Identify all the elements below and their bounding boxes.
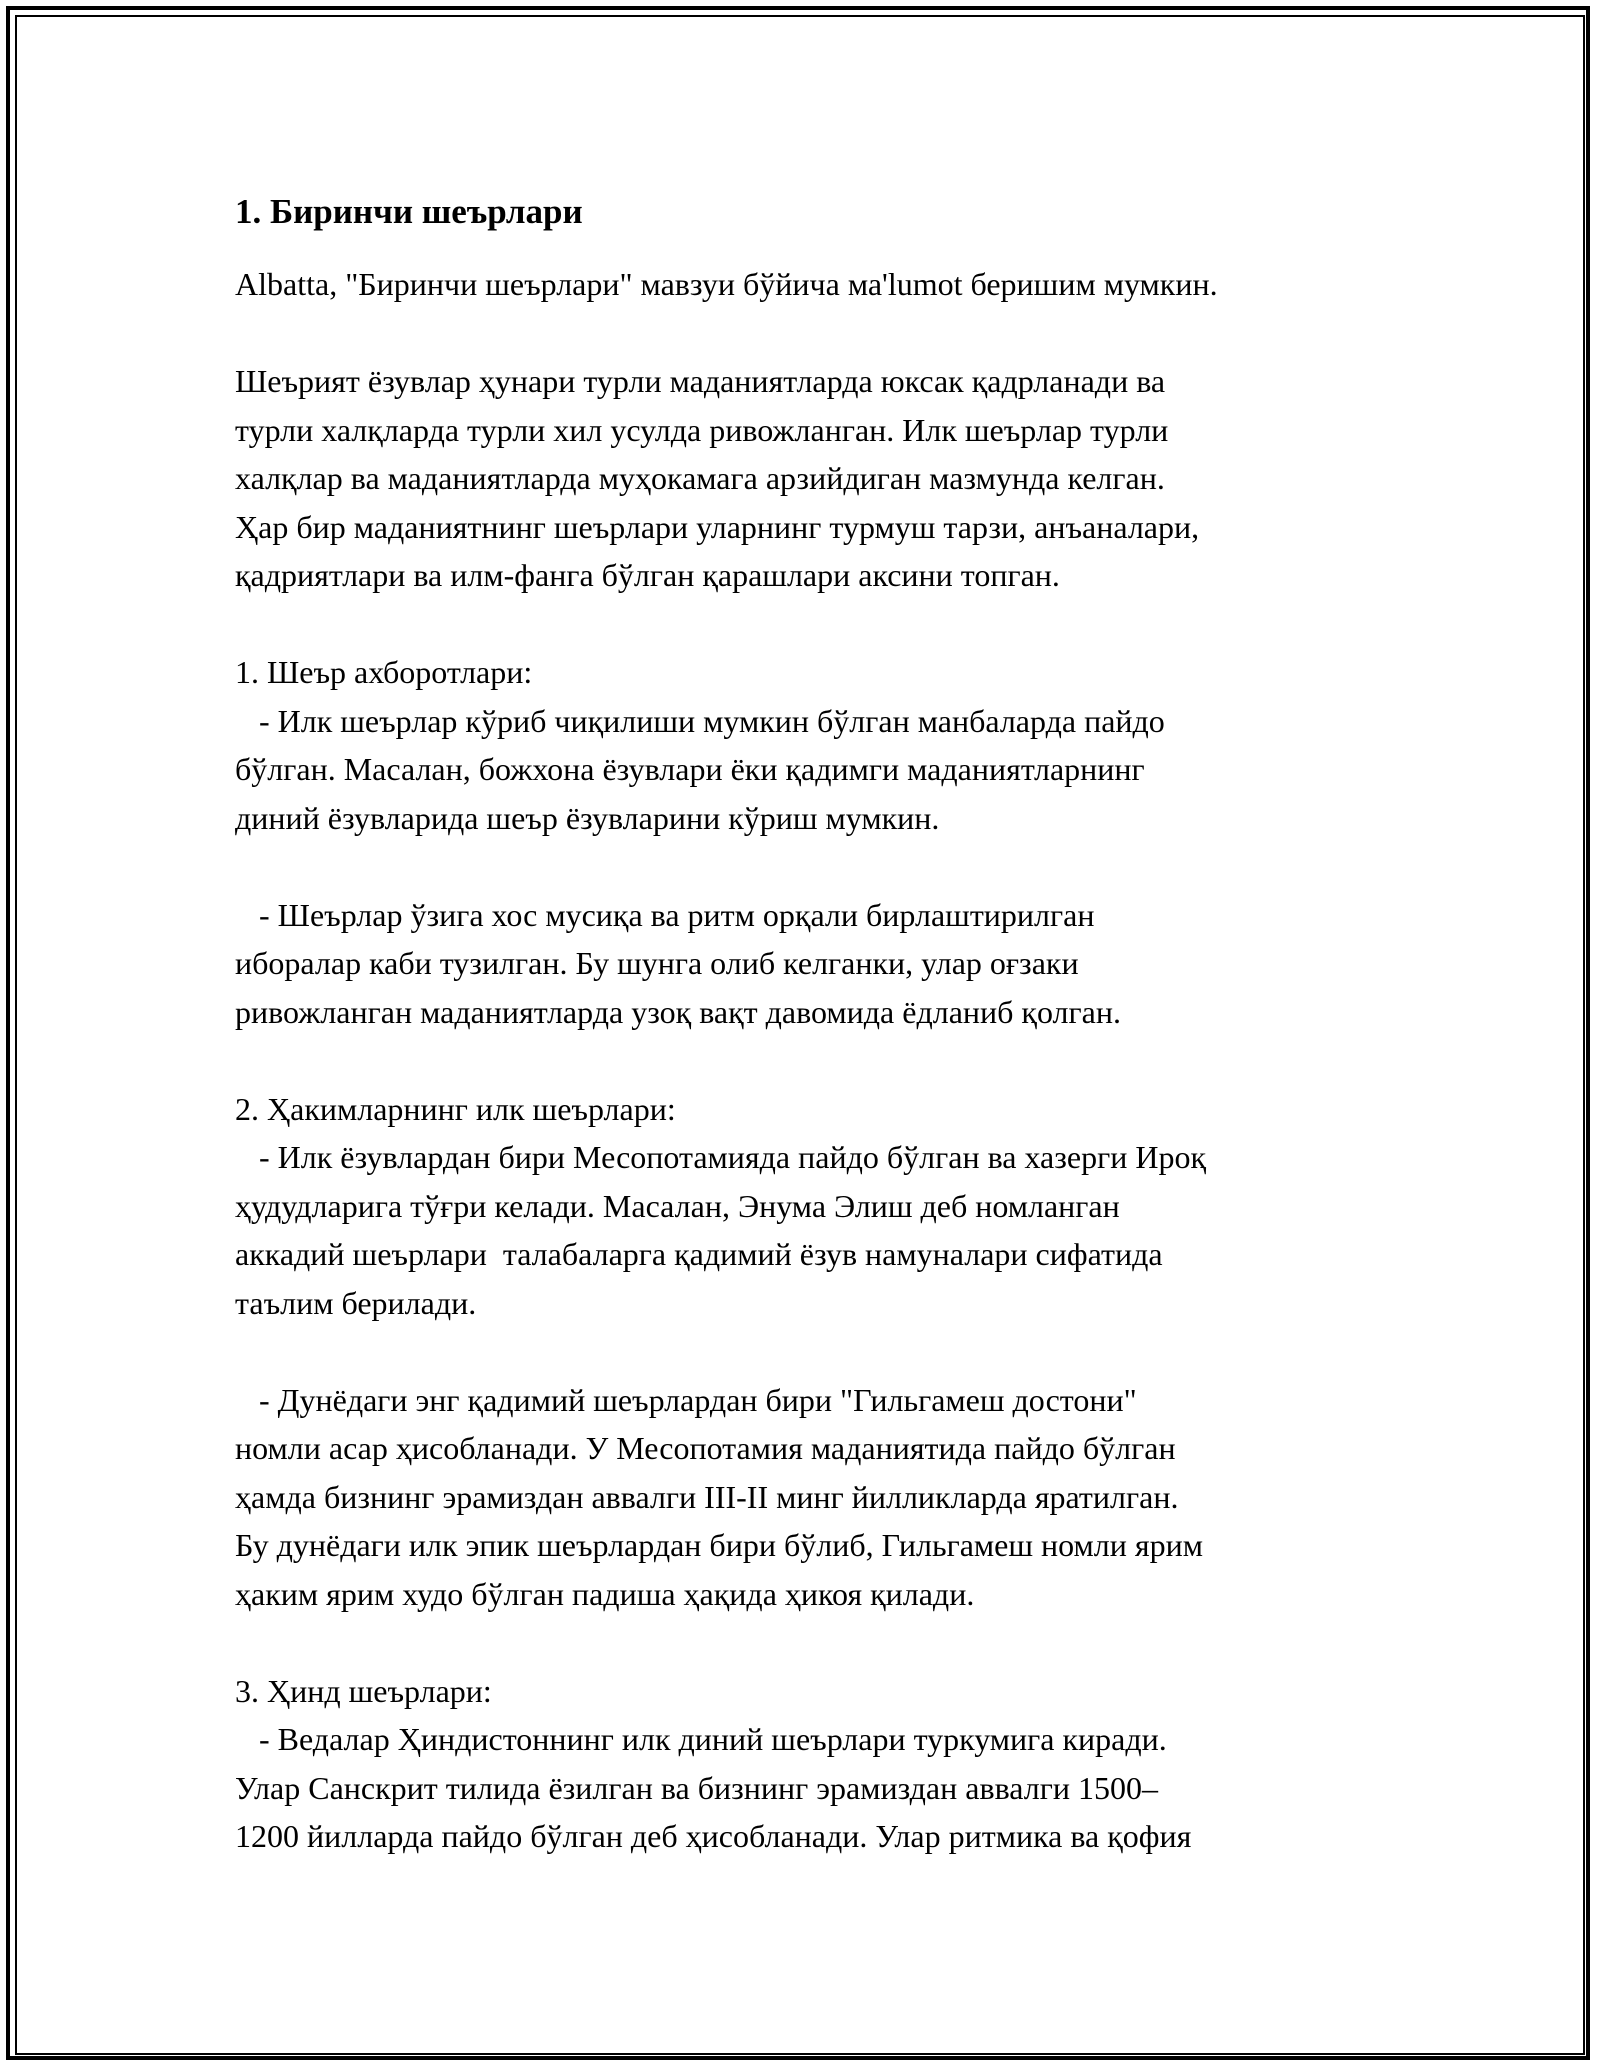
text-line: Albatta, "Биринчи шеърлари" мавзуи бўйича ма'lumot беришим мумкин. [235,266,1218,302]
blank-line [235,309,1385,358]
text-line: иборалар каби тузилган. Бу шунга олиб келганки, улар оғзаки [235,945,1079,981]
text-line: таълим берилади. [235,1284,477,1321]
text-line: аккадий шеърлари талабаларга қадимий ёзув намуналари сифатида [235,1236,1163,1272]
text-line: қадриятлари ва илм-фанга бўлган қарашлари аксини топган. [235,557,1060,593]
blank-line [235,842,1385,891]
text-line: 2. Ҳакимларнинг илк шеърлари: [235,1090,676,1127]
text-line: ривожланган маданиятларда узоқ вақт давомида ёдланиб қолган. [235,993,1121,1030]
text-line: турли халқларда турли хил усулда ривожланган. Илк шеърлар турли [235,411,1169,448]
text-line: - Шеърлар ўзига хос мусиқа ва ритм орқали бирлаштирилган [235,896,1095,933]
text-line: - Илк ёзувлардан бири Месопотамияда пайдо бўлган ва хазерги Ироқ [235,1139,1206,1175]
text-line: ҳаким ярим худо бўлган падиша ҳақида ҳикоя қилади. [235,1575,975,1612]
text-line: Улар Санскрит тилида ёзилган ва бизнинг эрамиздан аввалги 1500– [235,1769,1158,1806]
text-line: - Ведалар Ҳиндистоннинг илк диний шеърлари туркумига киради. [235,1721,1167,1757]
text-line: диний ёзувларида шеър ёзувларини кўриш мумкин. [235,799,940,836]
text-line: халқлар ва маданиятларда муҳокамага арзийдиган мазмунда келган. [235,460,1165,496]
blank-line [235,600,1385,649]
text-line: 3. Ҳинд шеърлари: [235,1672,492,1709]
document-heading: 1. Биринчи шеърлари [235,192,583,231]
text-line: ҳудудларига тўғри келади. Масалан, Энума Элиш деб номланган [235,1187,1120,1224]
blank-line [235,1618,1385,1667]
document-text [235,260,1385,1861]
text-line: Шеърият ёзувлар ҳунари турли маданиятларда юксак қадрланади ва [235,363,1166,399]
document-body [235,188,1385,1861]
text-line: Бу дунёдаги илк эпик шеърлардан бири бўлиб, Гильгамеш номли ярим [235,1527,1203,1563]
text-line: - Илк шеърлар кўриб чиқилиши мумкин бўлган манбаларда пайдо [235,702,1165,739]
text-line: номли асар ҳисобланади. У Месопотамия маданиятида пайдо бўлган [235,1430,1176,1466]
text-line: 1. Шеър ахборотлари: [235,654,533,690]
blank-line [235,1327,1385,1376]
text-line: бўлган. Масалан, божхона ёзувлари ёки қадимги маданиятларнинг [235,751,1145,787]
text-line: Ҳар бир маданиятнинг шеърлари уларнинг турмуш тарзи, анъаналари, [235,508,1200,545]
text-line: ҳамда бизнинг эрамиздан аввалги III-II минг йилликларда яратилган. [235,1478,1179,1515]
text-line: 1200 йилларда пайдо бўлган деб ҳисобланади. Улар ритмика ва қофия [235,1818,1192,1854]
blank-line [235,1036,1385,1085]
text-line: - Дунёдаги энг қадимий шеърлардан бири "Гильгамеш достони" [235,1381,1137,1418]
